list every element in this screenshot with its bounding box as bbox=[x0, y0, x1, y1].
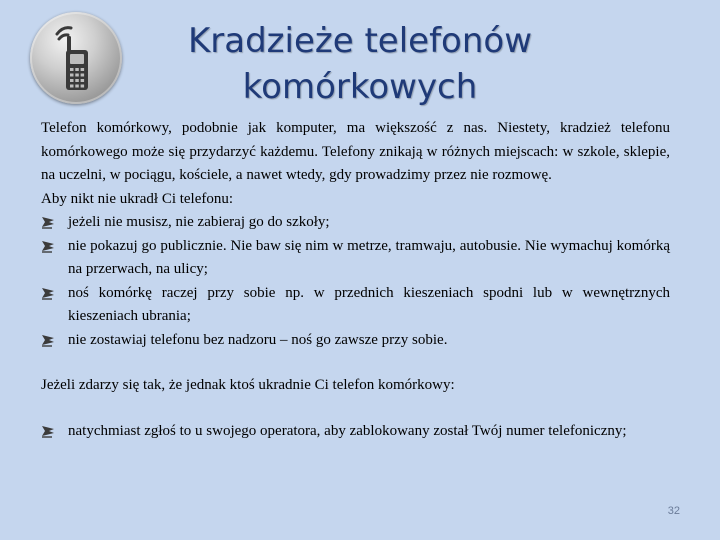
list-item-text: nie pokazuj go publicznie. Nie baw się nim w metrze, tramwaju, autobusie. Nie wymachuj komórką na przerwach, na ulicy; bbox=[68, 237, 670, 277]
prevention-list bbox=[41, 211, 670, 352]
title-line-1: Kradzieże telefonów bbox=[187, 21, 533, 61]
list-item-text: noś komórkę raczej przy sobie np. w przednich kieszeniach spodni lub w wewnętrznych kieszeniach ubrania; bbox=[68, 284, 670, 324]
list-item bbox=[41, 211, 670, 235]
spacer bbox=[41, 352, 670, 374]
list-item bbox=[41, 329, 670, 353]
intro-paragraph: Telefon komórkowy, podobnie jak komputer, ma większość z nas. Niestety, kradzież telefonu komórkowego może się przydarzyć każdemu. Telefony znikają w różnych miejscach: w szkole, sklepie, na uczelni, w pociągu, kościele, a nawet wtedy, gdy prowadzimy przez nie rozmowę. bbox=[41, 120, 670, 183]
list-item bbox=[41, 235, 670, 282]
slide-title bbox=[150, 18, 570, 110]
arrow-bullet-icon bbox=[41, 216, 55, 230]
list-item-text: jeżeli nie musisz, nie zabieraj go do szkoły; bbox=[68, 214, 330, 230]
mobile-phone-signal-icon bbox=[30, 12, 122, 104]
theft-list bbox=[41, 420, 670, 444]
list-item-text: nie zostawiaj telefonu bez nadzoru – noś go zawsze przy sobie. bbox=[68, 331, 448, 348]
spacer bbox=[41, 398, 670, 420]
list-item-text: natychmiast zgłoś to u swojego operatora, aby zablokowany został Twój numer telefoniczny; bbox=[68, 422, 627, 439]
mobile-phone-logo bbox=[30, 12, 122, 104]
page-number: 32 bbox=[667, 505, 680, 517]
list-item bbox=[41, 420, 670, 444]
arrow-bullet-icon bbox=[41, 287, 55, 301]
arrow-bullet-icon bbox=[41, 240, 55, 254]
arrow-bullet-icon bbox=[41, 334, 55, 348]
list-item bbox=[41, 282, 670, 329]
title-line-2: komórkowych bbox=[242, 67, 478, 107]
slide-content bbox=[41, 117, 670, 443]
arrow-bullet-icon bbox=[41, 425, 55, 439]
theft-heading: Jeżeli zdarzy się tak, że jednak ktoś ukradnie Ci telefon komórkowy: bbox=[41, 377, 455, 393]
prevention-heading: Aby nikt nie ukradł Ci telefonu: bbox=[41, 190, 234, 207]
